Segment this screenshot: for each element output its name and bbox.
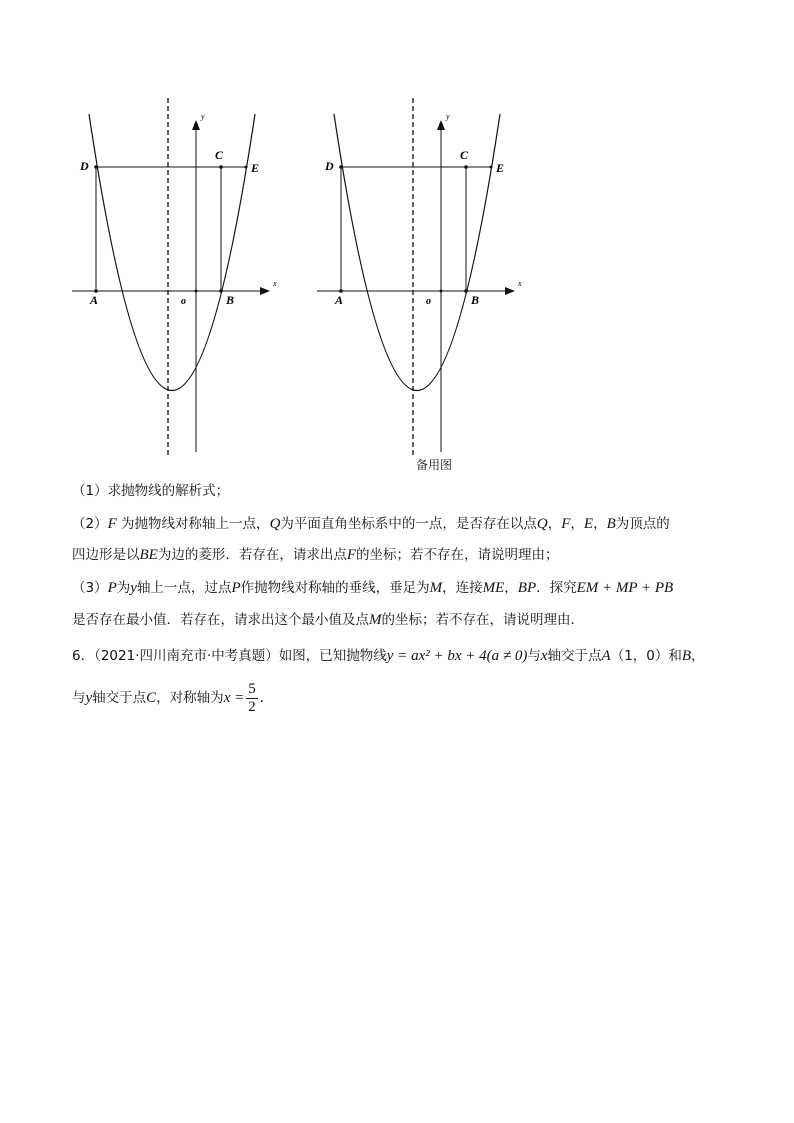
label-C: C	[460, 148, 469, 162]
label-B: B	[226, 293, 235, 307]
parabola-curve	[89, 114, 255, 391]
x-axis-arrow	[505, 287, 515, 295]
label-C: C	[215, 148, 224, 162]
label-o: o	[181, 296, 186, 307]
question-1: （1）求抛物线的解析式；	[72, 483, 230, 499]
problem-6-line-1: 6．（2021·四川南充市·中考真题）如图，已知抛物线y = ax² + bx + 4(a ≠ 0)与x轴交于点A（1，0）和B，	[72, 648, 705, 664]
label-y: y	[446, 112, 450, 121]
question-2-line-2: 四边形是以BE为边的菱形．若存在，请求出点F的坐标；若不存在，请说明理由；	[72, 547, 559, 563]
question-3-line-2: 是否存在最小值．若存在，请求出这个最小值及点M的坐标；若不存在，请说明理由．	[72, 612, 584, 628]
label-A: A	[335, 293, 344, 307]
label-D: D	[325, 159, 334, 173]
fraction-five-halves: $\frac{5}{2}$	[248, 680, 256, 715]
label-E: E	[496, 161, 505, 175]
y-axis-arrow	[437, 120, 445, 130]
label-x: x	[273, 279, 277, 288]
label-x: x	[518, 279, 522, 288]
label-y: y	[201, 112, 205, 121]
label-E: E	[251, 161, 260, 175]
x-axis-arrow	[260, 287, 270, 295]
parabola-figure-left	[60, 92, 290, 462]
backup-figure-caption: 备用图	[416, 458, 453, 472]
problem-6-line-2: 与y轴交于点C，对称轴为x = $\frac{5}{2}$ ．	[72, 680, 274, 715]
y-axis-arrow	[192, 120, 200, 130]
label-D: D	[80, 159, 89, 173]
label-B: B	[471, 293, 480, 307]
parabola-figure-right	[305, 92, 535, 462]
question-3-line-1: （3）P为y轴上一点，过点P作抛物线对称轴的垂线，垂足为M，连接ME，BP．探究EM + MP + PB	[72, 580, 674, 596]
question-2-line-1: （2）F 为抛物线对称轴上一点，Q为平面直角坐标系中的一点，是否存在以点Q，F，E，B为顶点的	[72, 516, 670, 532]
label-o: o	[426, 296, 431, 307]
parabola-curve	[334, 114, 500, 391]
label-A: A	[90, 293, 99, 307]
